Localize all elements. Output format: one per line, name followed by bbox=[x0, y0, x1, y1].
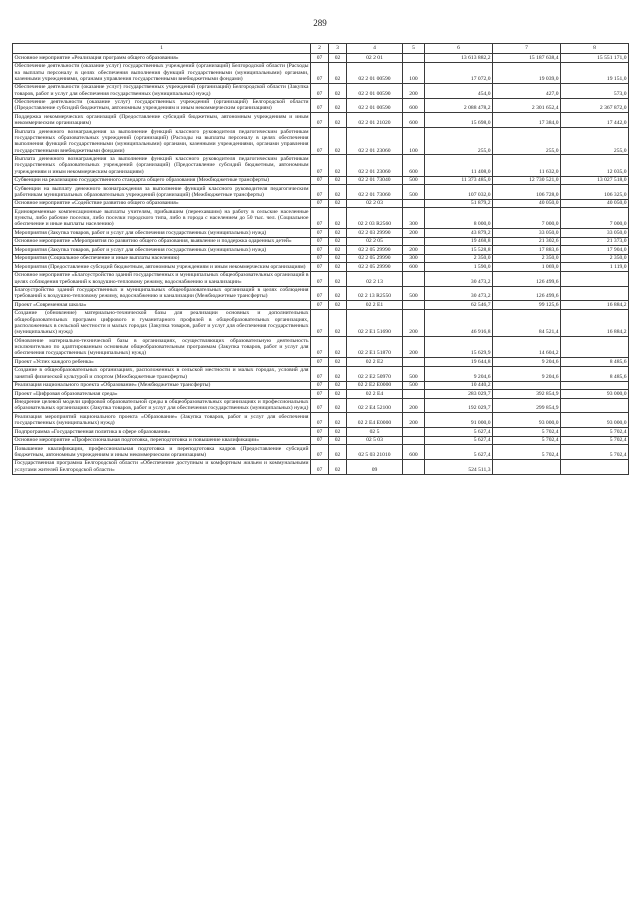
section-code: 07 bbox=[311, 413, 329, 428]
amount-year-3: 17 904,0 bbox=[561, 246, 629, 254]
subsection-code: 02 bbox=[329, 128, 347, 155]
amount-year-2: 2 301 652,4 bbox=[493, 98, 561, 113]
table-header-row bbox=[13, 44, 629, 54]
amount-year-2: 84 521,4 bbox=[493, 309, 561, 336]
target-article-code: 02 2 03 bbox=[347, 199, 403, 207]
row-description: Обеспечение деятельности (оказание услуг) государственных учреждений (организаций) Белгородской области (Предоставление субсидий бюджетным, автономным учреждениям и иным некоммерческим организациям) bbox=[14, 99, 309, 112]
target-article-code: 02 5 03 21010 bbox=[347, 445, 403, 460]
table-row bbox=[13, 301, 629, 309]
subsection-code: 02 bbox=[329, 54, 347, 62]
amount-year-2: 21 302,6 bbox=[493, 237, 561, 245]
amount-year-1: 5 627,4 bbox=[425, 436, 493, 444]
row-description: Единовременные компенсационные выплаты учителям, прибывшим (переехавшим) на работу в сельские населенные пункты, либо рабочие поселки, либо поселки городского типа, либо в города с населением до 50 тыс. чел. (Социальное обеспечение и иные выплаты населению) bbox=[14, 208, 309, 228]
table-row bbox=[13, 83, 629, 98]
expense-type-code: 200 bbox=[403, 337, 425, 358]
section-code: 07 bbox=[311, 229, 329, 237]
target-article-code: 02 2 05 29990 bbox=[347, 263, 403, 271]
section-code: 07 bbox=[311, 398, 329, 413]
table-row bbox=[13, 113, 629, 128]
expense-type-code bbox=[403, 390, 425, 398]
amount-year-3: 7 000,0 bbox=[561, 208, 629, 229]
section-code: 07 bbox=[311, 113, 329, 128]
table-row bbox=[13, 309, 629, 336]
row-description: Повышение квалификации, профессиональная подготовка и переподготовка кадров (Предоставление субсидий бюджетным, автономным учреждениям и иным некоммерческим организациям) bbox=[14, 445, 309, 458]
amount-year-2: 255,0 bbox=[493, 128, 561, 155]
subsection-code: 02 bbox=[329, 263, 347, 271]
target-article-code: 02 2 01 bbox=[347, 54, 403, 62]
table-row bbox=[13, 358, 629, 366]
amount-year-1: 43 879,2 bbox=[425, 229, 493, 237]
amount-year-3: 13 027 518,0 bbox=[561, 176, 629, 184]
target-article-code: 02 2 03 R2560 bbox=[347, 208, 403, 229]
expense-type-code: 200 bbox=[403, 413, 425, 428]
amount-year-1: 30 473,2 bbox=[425, 271, 493, 286]
target-article-code: 09 bbox=[347, 459, 403, 474]
column-header: 5 bbox=[403, 44, 425, 54]
amount-year-1: 9 204,6 bbox=[425, 366, 493, 381]
row-description: Субвенции на выплату денежного вознаграждения за выполнение функций классного руководителя педагогическим работникам муниципальных образовательных учреждений (организаций) (Межбюджетные трансферты) bbox=[14, 185, 309, 198]
subsection-code: 02 bbox=[329, 309, 347, 336]
section-code: 07 bbox=[311, 381, 329, 389]
amount-year-1: 10 440,2 bbox=[425, 381, 493, 389]
subsection-code: 02 bbox=[329, 286, 347, 301]
amount-year-3: 15 551 171,0 bbox=[561, 54, 629, 62]
table-body bbox=[13, 54, 629, 474]
row-description: Реализация национального проекта «Образование» (Межбюджетные трансферты) bbox=[13, 381, 311, 389]
expense-type-code: 500 bbox=[403, 286, 425, 301]
section-code: 07 bbox=[311, 208, 329, 229]
section-code: 07 bbox=[311, 390, 329, 398]
target-article-code: 02 5 bbox=[347, 428, 403, 436]
table-row bbox=[13, 254, 629, 262]
target-article-code: 02 2 E2 50970 bbox=[347, 366, 403, 381]
subsection-code: 02 bbox=[329, 98, 347, 113]
amount-year-2: 12 730 521,0 bbox=[493, 176, 561, 184]
subsection-code: 02 bbox=[329, 398, 347, 413]
amount-year-2: 9 204,6 bbox=[493, 366, 561, 381]
expense-type-code bbox=[403, 54, 425, 62]
row-description: Благоустройство зданий государственных и муниципальных общеобразовательных организаций в целях соблюдения требований к воздушно-тепловому режиму, водоснабжению и канализации (Межбюджетные трансферты) bbox=[14, 287, 309, 300]
row-description: Основное мероприятие «Содействие развитию общего образования» bbox=[13, 199, 311, 207]
target-article-code: 02 2 E1 bbox=[347, 301, 403, 309]
section-code: 07 bbox=[311, 54, 329, 62]
subsection-code: 02 bbox=[329, 254, 347, 262]
table-row bbox=[13, 128, 629, 155]
row-description: Мероприятия (Закупка товаров, работ и услуг для обеспечения государственных (муниципальных) нужд) bbox=[13, 246, 311, 254]
amount-year-3: 16 884,2 bbox=[561, 301, 629, 309]
amount-year-3: 93 000,0 bbox=[561, 413, 629, 428]
target-article-code: 02 2 E4 52100 bbox=[347, 398, 403, 413]
amount-year-2: 17 883,6 bbox=[493, 246, 561, 254]
target-article-code: 02 2 01 00590 bbox=[347, 62, 403, 83]
expense-type-code bbox=[403, 436, 425, 444]
expense-type-code: 600 bbox=[403, 445, 425, 460]
expense-type-code bbox=[403, 301, 425, 309]
target-article-code: 02 2 13 R2550 bbox=[347, 286, 403, 301]
amount-year-3: 33 050,0 bbox=[561, 229, 629, 237]
amount-year-1: 19 644,8 bbox=[425, 358, 493, 366]
amount-year-3: 17 442,0 bbox=[561, 113, 629, 128]
column-header: 1 bbox=[13, 44, 311, 54]
table-row bbox=[13, 155, 629, 176]
row-description: Субвенции на реализацию государственного стандарта общего образования (Межбюджетные трансферты) bbox=[13, 176, 311, 184]
section-code: 07 bbox=[311, 155, 329, 176]
amount-year-3: 1 119,0 bbox=[561, 263, 629, 271]
amount-year-3: 16 884,2 bbox=[561, 309, 629, 336]
table-row bbox=[13, 445, 629, 460]
column-header: 3 bbox=[329, 44, 347, 54]
section-code: 07 bbox=[311, 199, 329, 207]
column-header: 2 bbox=[311, 44, 329, 54]
row-description: Проект «Успех каждого ребенка» bbox=[13, 358, 311, 366]
amount-year-2: 427,0 bbox=[493, 83, 561, 98]
table-row bbox=[13, 337, 629, 358]
amount-year-2: 392 854,9 bbox=[493, 390, 561, 398]
amount-year-3: 255,0 bbox=[561, 128, 629, 155]
table-row bbox=[13, 98, 629, 113]
amount-year-2: 33 050,0 bbox=[493, 229, 561, 237]
target-article-code: 02 2 01 73040 bbox=[347, 176, 403, 184]
amount-year-3: 5 702,4 bbox=[561, 428, 629, 436]
target-article-code: 02 2 03 29990 bbox=[347, 229, 403, 237]
subsection-code: 02 bbox=[329, 366, 347, 381]
amount-year-1: 454,0 bbox=[425, 83, 493, 98]
subsection-code: 02 bbox=[329, 390, 347, 398]
row-description: Обеспечение деятельности (оказание услуг) государственных учреждений (организаций) Белгородской области (Закупка товаров, работ и услуг для обеспечения государственных (муниципальных) нужд) bbox=[14, 84, 309, 97]
expense-type-code: 300 bbox=[403, 208, 425, 229]
amount-year-2 bbox=[493, 381, 561, 389]
amount-year-2: 99 125,6 bbox=[493, 301, 561, 309]
amount-year-2: 19 039,0 bbox=[493, 62, 561, 83]
table-row bbox=[13, 459, 629, 474]
subsection-code: 02 bbox=[329, 237, 347, 245]
section-code: 07 bbox=[311, 263, 329, 271]
section-code: 07 bbox=[311, 309, 329, 336]
row-description: Обеспечение деятельности (оказание услуг) государственных учреждений (организаций) Белгородской области (Расходы на выплаты персоналу в целях обеспечения выполнения функций государственными (муниципальными) органами, казенными учреждениями, органами управления государственными внебюджетными фондами) bbox=[14, 63, 309, 82]
section-code: 07 bbox=[311, 271, 329, 286]
table-row bbox=[13, 199, 629, 207]
section-code: 07 bbox=[311, 337, 329, 358]
expense-type-code: 100 bbox=[403, 128, 425, 155]
amount-year-1: 19 468,8 bbox=[425, 237, 493, 245]
amount-year-1: 17 072,0 bbox=[425, 62, 493, 83]
expense-type-code: 200 bbox=[403, 398, 425, 413]
amount-year-1: 11 408,0 bbox=[425, 155, 493, 176]
section-code: 07 bbox=[311, 366, 329, 381]
subsection-code: 02 bbox=[329, 113, 347, 128]
target-article-code: 02 2 13 bbox=[347, 271, 403, 286]
subsection-code: 02 bbox=[329, 436, 347, 444]
subsection-code: 02 bbox=[329, 337, 347, 358]
subsection-code: 02 bbox=[329, 271, 347, 286]
table-row bbox=[13, 237, 629, 245]
amount-year-1: 107 032,0 bbox=[425, 185, 493, 200]
budget-table bbox=[12, 43, 629, 475]
amount-year-2: 15 187 638,4 bbox=[493, 54, 561, 62]
subsection-code: 02 bbox=[329, 83, 347, 98]
row-description: Основное мероприятие «Профессиональная подготовка, переподготовка и повышение квалификации» bbox=[13, 436, 311, 444]
table-row bbox=[13, 263, 629, 271]
expense-type-code: 500 bbox=[403, 366, 425, 381]
section-code: 07 bbox=[311, 436, 329, 444]
amount-year-2: 93 000,0 bbox=[493, 413, 561, 428]
target-article-code: 02 2 E2 bbox=[347, 358, 403, 366]
subsection-code: 02 bbox=[329, 358, 347, 366]
table-row bbox=[13, 428, 629, 436]
amount-year-1: 5 627,4 bbox=[425, 445, 493, 460]
expense-type-code: 200 bbox=[403, 246, 425, 254]
subsection-code: 02 bbox=[329, 301, 347, 309]
row-description: Выплата денежного вознаграждения за выполнение функций классного руководителя педагогическим работникам государственных образовательных учреждений (организаций) (Предоставление субсидий бюджетным, автономным учреждениям и иным некоммерческим организациям) bbox=[14, 156, 309, 175]
amount-year-3: 5 702,4 bbox=[561, 445, 629, 460]
amount-year-2: 40 050,0 bbox=[493, 199, 561, 207]
amount-year-3 bbox=[561, 337, 629, 358]
expense-type-code bbox=[403, 199, 425, 207]
row-description: Реализация мероприятий национального проекта «Образование» (Закупка товаров, работ и услуг для обеспечения государственных (муниципальных) нужд) bbox=[14, 413, 309, 427]
amount-year-3 bbox=[561, 381, 629, 389]
amount-year-3 bbox=[561, 459, 629, 474]
subsection-code: 02 bbox=[329, 208, 347, 229]
amount-year-1: 524 511,3 bbox=[425, 459, 493, 474]
expense-type-code: 500 bbox=[403, 176, 425, 184]
target-article-code: 02 2 01 23060 bbox=[347, 128, 403, 155]
amount-year-1: 15 698,0 bbox=[425, 113, 493, 128]
table-row bbox=[13, 208, 629, 229]
amount-year-3 bbox=[561, 271, 629, 286]
expense-type-code bbox=[403, 358, 425, 366]
amount-year-2: 126 499,6 bbox=[493, 271, 561, 286]
expense-type-code bbox=[403, 271, 425, 286]
table-row bbox=[13, 62, 629, 83]
amount-year-3: 5 702,4 bbox=[561, 436, 629, 444]
row-description: Создание в общеобразовательных организациях, расположенных в сельской местности и малых городах, условий для занятий физической культурой и спортом (Межбюджетные трансферты) bbox=[14, 367, 309, 380]
table-row bbox=[13, 246, 629, 254]
table-row bbox=[13, 271, 629, 286]
row-description: Проект «Цифровая образовательная среда» bbox=[13, 390, 311, 398]
table-row bbox=[13, 390, 629, 398]
amount-year-2: 5 702,4 bbox=[493, 445, 561, 460]
row-description: Мероприятия (Закупка товаров, работ и услуг для обеспечения государственных (муниципальных) нужд) bbox=[13, 229, 311, 237]
target-article-code: 02 2 E4 E0000 bbox=[347, 413, 403, 428]
amount-year-3: 93 000,0 bbox=[561, 390, 629, 398]
amount-year-1: 30 473,2 bbox=[425, 286, 493, 301]
expense-type-code: 600 bbox=[403, 98, 425, 113]
amount-year-2: 2 350,0 bbox=[493, 254, 561, 262]
amount-year-2: 126 499,6 bbox=[493, 286, 561, 301]
amount-year-2: 5 702,4 bbox=[493, 436, 561, 444]
section-code: 07 bbox=[311, 176, 329, 184]
column-header: 7 bbox=[493, 44, 561, 54]
section-code: 07 bbox=[311, 128, 329, 155]
table-row bbox=[13, 54, 629, 62]
target-article-code: 02 2 E2 E0000 bbox=[347, 381, 403, 389]
section-code: 07 bbox=[311, 286, 329, 301]
amount-year-1: 1 590,0 bbox=[425, 263, 493, 271]
subsection-code: 02 bbox=[329, 445, 347, 460]
amount-year-1: 2 088 478,2 bbox=[425, 98, 493, 113]
expense-type-code: 100 bbox=[403, 62, 425, 83]
row-description: Проект «Современная школа» bbox=[13, 301, 311, 309]
subsection-code: 02 bbox=[329, 229, 347, 237]
expense-type-code: 200 bbox=[403, 309, 425, 336]
amount-year-3: 21 373,0 bbox=[561, 237, 629, 245]
target-article-code: 02 2 E4 bbox=[347, 390, 403, 398]
row-description: Основное мероприятие «Благоустройство зданий государственных и муниципальных общеобразовательных организаций в целях соблюдения требований к воздушно-тепловому режиму, водоснабжению и канализации» bbox=[14, 272, 309, 285]
row-description: Основное мероприятие «Мероприятия по развитию общего образования, выявление и поддержка одаренных детей» bbox=[13, 237, 311, 245]
column-header: 6 bbox=[425, 44, 493, 54]
target-article-code: 02 2 01 23060 bbox=[347, 155, 403, 176]
section-code: 07 bbox=[311, 246, 329, 254]
amount-year-1: 283 029,7 bbox=[425, 390, 493, 398]
table-row bbox=[13, 185, 629, 200]
amount-year-3: 12 035,0 bbox=[561, 155, 629, 176]
amount-year-1: 51 879,2 bbox=[425, 199, 493, 207]
expense-type-code bbox=[403, 428, 425, 436]
amount-year-1: 15 528,8 bbox=[425, 246, 493, 254]
target-article-code: 02 2 05 29990 bbox=[347, 246, 403, 254]
amount-year-2: 1 069,0 bbox=[493, 263, 561, 271]
section-code: 07 bbox=[311, 459, 329, 474]
table-row bbox=[13, 176, 629, 184]
subsection-code: 02 bbox=[329, 62, 347, 83]
subsection-code: 02 bbox=[329, 428, 347, 436]
subsection-code: 02 bbox=[329, 176, 347, 184]
section-code: 07 bbox=[311, 358, 329, 366]
amount-year-3: 19 151,0 bbox=[561, 62, 629, 83]
target-article-code: 02 2 01 21020 bbox=[347, 113, 403, 128]
section-code: 07 bbox=[311, 237, 329, 245]
amount-year-2 bbox=[493, 459, 561, 474]
row-description: Мероприятия (Социальное обеспечение и иные выплаты населению) bbox=[13, 254, 311, 262]
amount-year-3: 8 485,6 bbox=[561, 366, 629, 381]
section-code: 07 bbox=[311, 428, 329, 436]
section-code: 07 bbox=[311, 445, 329, 460]
row-description: Основное мероприятие «Реализация программ общего образования» bbox=[13, 54, 311, 62]
target-article-code: 02 2 01 73060 bbox=[347, 185, 403, 200]
row-description: Мероприятия (Предоставление субсидий бюджетным, автономным учреждениям и иным некоммерческим организациям) bbox=[13, 263, 311, 271]
amount-year-2: 7 000,0 bbox=[493, 208, 561, 229]
section-code: 07 bbox=[311, 185, 329, 200]
table-row bbox=[13, 229, 629, 237]
expense-type-code bbox=[403, 459, 425, 474]
expense-type-code: 600 bbox=[403, 113, 425, 128]
row-description: Подпрограмма «Государственная политика в сфере образования» bbox=[13, 428, 311, 436]
table-row bbox=[13, 381, 629, 389]
row-description: Государственная программа Белгородской области «Обеспечение доступным и комфортным жильем и коммунальными услугами жителей Белгородской области» bbox=[14, 460, 309, 473]
subsection-code: 02 bbox=[329, 185, 347, 200]
amount-year-2: 9 204,6 bbox=[493, 358, 561, 366]
amount-year-3: 2 367 872,0 bbox=[561, 98, 629, 113]
section-code: 07 bbox=[311, 98, 329, 113]
target-article-code: 02 2 E1 51690 bbox=[347, 309, 403, 336]
row-description: Поддержка некоммерческих организаций (Предоставление субсидий бюджетным, автономным учреждениям и иным некоммерческим организациям) bbox=[14, 113, 309, 127]
expense-type-code bbox=[403, 237, 425, 245]
section-code: 07 bbox=[311, 254, 329, 262]
amount-year-1: 11 373 485,0 bbox=[425, 176, 493, 184]
target-article-code: 02 2 01 00590 bbox=[347, 98, 403, 113]
target-article-code: 02 2 05 bbox=[347, 237, 403, 245]
row-description: Обновление материально-технической базы в организациях, осуществляющих образовательную деятельность исключительно по адаптированным основным общеобразовательным программам (Закупка товаров, работ и услуг для обеспечения государственных (муниципальных) нужд) bbox=[14, 337, 309, 357]
amount-year-2: 5 702,4 bbox=[493, 428, 561, 436]
amount-year-1: 13 613 882,2 bbox=[425, 54, 493, 62]
amount-year-3: 573,0 bbox=[561, 83, 629, 98]
target-article-code: 02 5 03 bbox=[347, 436, 403, 444]
expense-type-code: 300 bbox=[403, 254, 425, 262]
subsection-code: 02 bbox=[329, 459, 347, 474]
amount-year-1: 192 029,7 bbox=[425, 398, 493, 413]
amount-year-3: 8 485,6 bbox=[561, 358, 629, 366]
row-description: Создание (обновление) материально-технической базы для реализации основных и дополнительных общеобразовательных программ цифрового и гуманитарного профилей в общеобразовательных организациях, расположенных в сельской местности и малых городах (Закупка товаров, работ и услуг для обеспечения государственных (муниципальных) нужд) bbox=[14, 310, 309, 336]
amount-year-1: 5 627,4 bbox=[425, 428, 493, 436]
amount-year-3: 106 325,0 bbox=[561, 185, 629, 200]
expense-type-code: 500 bbox=[403, 185, 425, 200]
expense-type-code: 600 bbox=[403, 155, 425, 176]
row-description: Внедрение целевой модели цифровой образовательной среды в общеобразовательных организациях и профессиональных образовательных организациях (Закупка товаров, работ и услуг для обеспечения государственных (муниципальных) нужд) bbox=[14, 399, 309, 412]
column-header: 4 bbox=[347, 44, 403, 54]
amount-year-1: 46 916,8 bbox=[425, 309, 493, 336]
section-code: 07 bbox=[311, 83, 329, 98]
amount-year-1: 2 350,0 bbox=[425, 254, 493, 262]
table-row bbox=[13, 366, 629, 381]
page-number: 289 bbox=[313, 18, 327, 28]
amount-year-1: 62 546,7 bbox=[425, 301, 493, 309]
subsection-code: 02 bbox=[329, 246, 347, 254]
expense-type-code: 200 bbox=[403, 83, 425, 98]
amount-year-3: 40 050,0 bbox=[561, 199, 629, 207]
table-row bbox=[13, 398, 629, 413]
section-code: 07 bbox=[311, 62, 329, 83]
amount-year-1: 255,0 bbox=[425, 128, 493, 155]
expense-type-code: 200 bbox=[403, 229, 425, 237]
row-description: Выплата денежного вознаграждения за выполнение функций классного руководителя педагогическим работникам государственных образовательных учреждений (организаций) (Расходы на выплаты персоналу в целях обеспечения выполнения функций государственными (муниципальными) органами, казенными учреждениями, органами управления государственными внебюджетными фондами) bbox=[14, 128, 309, 154]
target-article-code: 02 2 01 00590 bbox=[347, 83, 403, 98]
amount-year-3: 2 350,0 bbox=[561, 254, 629, 262]
amount-year-1: 15 629,9 bbox=[425, 337, 493, 358]
subsection-code: 02 bbox=[329, 381, 347, 389]
amount-year-1: 8 000,0 bbox=[425, 208, 493, 229]
section-code: 07 bbox=[311, 301, 329, 309]
subsection-code: 02 bbox=[329, 155, 347, 176]
amount-year-3 bbox=[561, 398, 629, 413]
expense-type-code: 600 bbox=[403, 263, 425, 271]
table-row bbox=[13, 436, 629, 444]
amount-year-2: 299 854,9 bbox=[493, 398, 561, 413]
target-article-code: 02 2 E1 51870 bbox=[347, 337, 403, 358]
amount-year-2: 14 604,2 bbox=[493, 337, 561, 358]
amount-year-2: 17 384,0 bbox=[493, 113, 561, 128]
amount-year-2: 106 728,0 bbox=[493, 185, 561, 200]
subsection-code: 02 bbox=[329, 413, 347, 428]
subsection-code: 02 bbox=[329, 199, 347, 207]
amount-year-2: 11 632,0 bbox=[493, 155, 561, 176]
amount-year-3 bbox=[561, 286, 629, 301]
table-row bbox=[13, 413, 629, 428]
expense-type-code: 500 bbox=[403, 381, 425, 389]
target-article-code: 02 2 05 29990 bbox=[347, 254, 403, 262]
amount-year-1: 91 000,0 bbox=[425, 413, 493, 428]
table-row bbox=[13, 286, 629, 301]
column-header: 8 bbox=[561, 44, 629, 54]
